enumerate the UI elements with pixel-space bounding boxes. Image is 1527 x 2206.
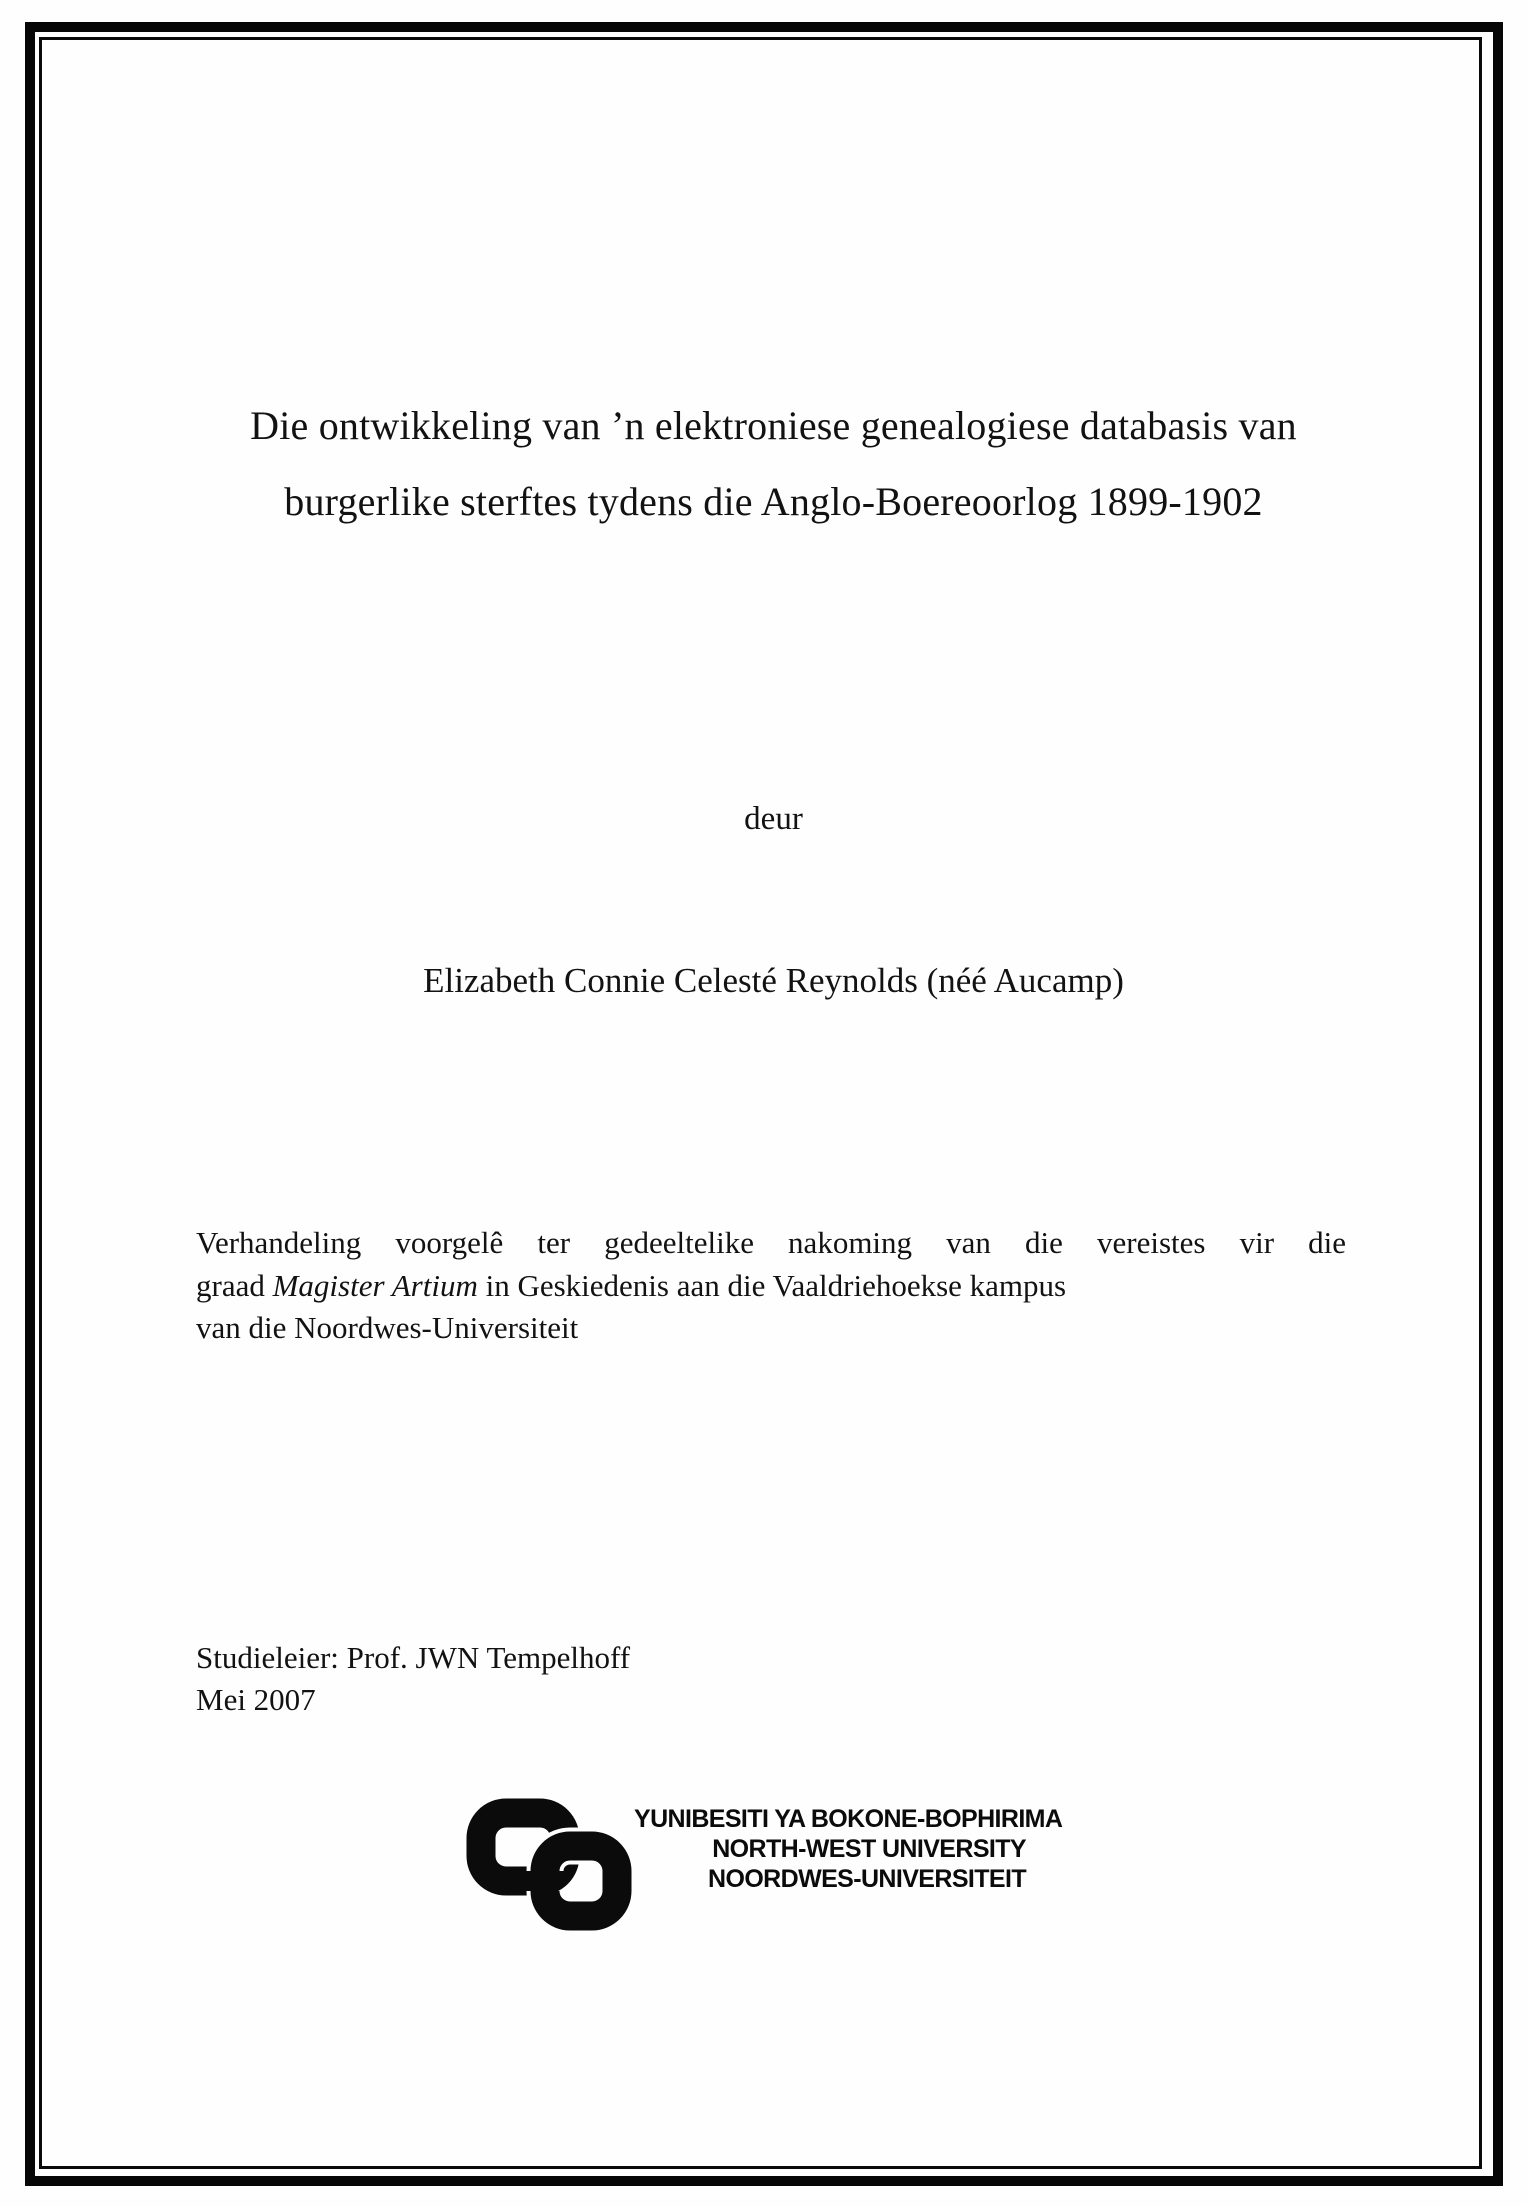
- thesis-title-line-1: Die ontwikkeling van ’n elektroniese genealogiese databasis van: [250, 403, 1297, 448]
- university-logo: [466, 1798, 1063, 1943]
- logo-line-setswana: YUNIBESITI YA BOKONE-BOPHIRIMA: [634, 1805, 1063, 1833]
- degree-statement-line-1: Verhandeling voorgelê ter gedeeltelike nakoming van die vereistes vir die: [196, 1225, 1346, 1260]
- date-line: Mei 2007: [196, 1682, 316, 1717]
- degree-statement: [196, 1222, 1346, 1350]
- byline: deur: [744, 801, 803, 837]
- logo-line-afrikaans: NOORDWES-UNIVERSITEIT: [708, 1865, 1026, 1893]
- degree-statement-line-2-prefix: graad: [196, 1267, 273, 1303]
- degree-statement-line-2: [196, 1265, 1346, 1308]
- author-name: Elizabeth Connie Celesté Reynolds (néé Aucamp): [423, 961, 1124, 1000]
- nwu-interlocking-links-icon: [466, 1798, 632, 1931]
- degree-statement-line-2-suffix: in Geskiedenis aan die Vaaldriehoekse kampus: [477, 1267, 1067, 1303]
- thesis-title-line-2: burgerlike sterftes tydens die Anglo-Boereoorlog 1899-1902: [284, 479, 1263, 524]
- logo-line-english: NORTH-WEST UNIVERSITY: [712, 1835, 1026, 1863]
- university-logo-text: [634, 1804, 1063, 1894]
- degree-name-italic: Magister Artium: [272, 1267, 478, 1303]
- thesis-title: [30, 388, 1517, 540]
- degree-statement-line-3: van die Noordwes-Universiteit: [196, 1310, 579, 1345]
- supervisor-line: Studieleier: Prof. JWN Tempelhoff: [196, 1640, 631, 1675]
